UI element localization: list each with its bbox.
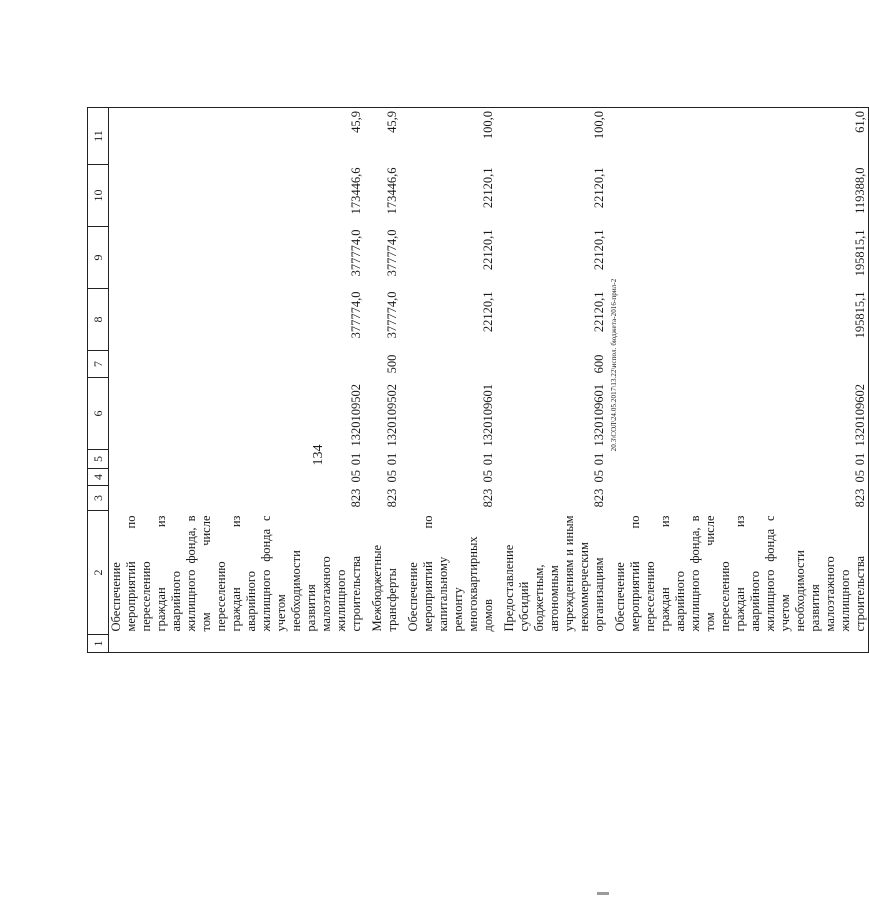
target-article-code: 1320109602 xyxy=(613,377,869,449)
col-header-5: 5 xyxy=(88,449,109,468)
col-header-4: 4 xyxy=(88,468,109,485)
col-header-2: 2 xyxy=(88,510,109,634)
target-article-code: 1320109601 xyxy=(592,383,606,446)
amount-col8: 22120,1 xyxy=(592,291,606,332)
grbs-code: 823 xyxy=(349,488,363,507)
scan-edge-mark xyxy=(597,892,609,895)
percent-col11: 61,0 xyxy=(613,107,869,164)
subsection-code: 01 xyxy=(385,452,399,465)
table-row xyxy=(109,107,365,652)
expense-name: Предоставление субсидий бюджетным, автономным учреждениям и иным некоммерческим организациям xyxy=(502,515,606,631)
expense-name: Обеспечение мероприятий по переселению граждан из аварийного жилищного фонда, в том числе переселению граждан из аварийного жилищного фонда с учетом необходимости развития малоэтажного жилищного строительства xyxy=(613,510,869,634)
row-index-cell xyxy=(109,634,365,652)
expense-name: Обеспечение мероприятий по переселению граждан из аварийного жилищного фонда, в том числе переселению граждан из аварийного жилищного фонда с учетом необходимости развития малоэтажного жилищного строительства xyxy=(109,515,363,631)
section-code: 05 xyxy=(592,469,606,482)
col-header-8: 8 xyxy=(88,288,109,350)
amount-col9: 377774,0 xyxy=(385,229,399,276)
table-row xyxy=(613,107,869,652)
col-header-9: 9 xyxy=(88,226,109,288)
amount-col10: 119388,0 xyxy=(613,164,869,226)
grbs-code: 823 xyxy=(481,488,495,507)
subsection-code: 01 xyxy=(481,452,495,465)
subsection-code: 01 xyxy=(613,449,869,468)
amount-col9: 377774,0 xyxy=(349,229,363,276)
grbs-code: 823 xyxy=(385,488,399,507)
target-article-code: 1320109502 xyxy=(349,383,363,446)
percent-col11: 100,0 xyxy=(502,107,607,164)
table-row xyxy=(370,107,400,652)
col-header-11: 11 xyxy=(88,107,109,164)
footer-file-note: 20.3\СОЛ\24.05.2017\13.22\испол. бюджета-2016-прил-2 xyxy=(610,278,618,452)
expense-name: Обеспечение мероприятий по капитальному ремонту многоквартирных домов xyxy=(406,515,495,631)
amount-col10: 173446,6 xyxy=(385,167,399,214)
grbs-code: 823 xyxy=(592,488,606,507)
amount-col9: 195815,1 xyxy=(613,226,869,288)
expense-type-code: 600 xyxy=(592,354,606,373)
expense-type-code xyxy=(109,350,365,377)
amount-col8: 22120,1 xyxy=(481,291,495,332)
row-index-cell xyxy=(502,634,607,652)
section-code: 05 xyxy=(385,469,399,482)
table-row xyxy=(502,107,607,652)
amount-col8: 377774,0 xyxy=(349,291,363,338)
amount-col9: 22120,1 xyxy=(481,229,495,270)
table-row xyxy=(406,107,496,652)
col-header-3: 3 xyxy=(88,485,109,510)
page-number: 134 xyxy=(311,444,326,466)
section-code: 05 xyxy=(481,469,495,482)
percent-col11: 45,9 xyxy=(370,107,400,164)
target-article-code: 1320109601 xyxy=(481,383,495,446)
section-code: 05 xyxy=(349,469,363,482)
col-header-7: 7 xyxy=(88,350,109,377)
col-header-10: 10 xyxy=(88,164,109,226)
amount-col10: 22120,1 xyxy=(481,167,495,208)
amount-col8: 377774,0 xyxy=(385,291,399,338)
row-index-cell xyxy=(613,634,869,652)
row-index-cell xyxy=(370,634,400,652)
header-row xyxy=(88,107,109,652)
expense-type-code xyxy=(406,350,496,377)
grbs-code: 823 xyxy=(613,485,869,510)
col-header-6: 6 xyxy=(88,377,109,449)
section-code: 05 xyxy=(613,468,869,485)
col-header-1: 1 xyxy=(88,634,109,652)
amount-col10: 22120,1 xyxy=(592,167,606,208)
amount-col10: 173446,6 xyxy=(349,167,363,214)
expense-type-code: 500 xyxy=(385,354,399,373)
expense-name: Межбюджетные трансферты xyxy=(370,544,399,631)
budget-table xyxy=(87,107,869,653)
expense-type-code xyxy=(613,350,869,377)
amount-col8: 195815,1 xyxy=(613,288,869,350)
percent-col11: 45,9 xyxy=(109,107,365,164)
row-index-cell xyxy=(406,634,496,652)
target-article-code: 1320109502 xyxy=(385,383,399,446)
subsection-code: 01 xyxy=(592,452,606,465)
percent-col11: 100,0 xyxy=(406,107,496,164)
subsection-code: 01 xyxy=(349,452,363,465)
amount-col9: 22120,1 xyxy=(592,229,606,270)
